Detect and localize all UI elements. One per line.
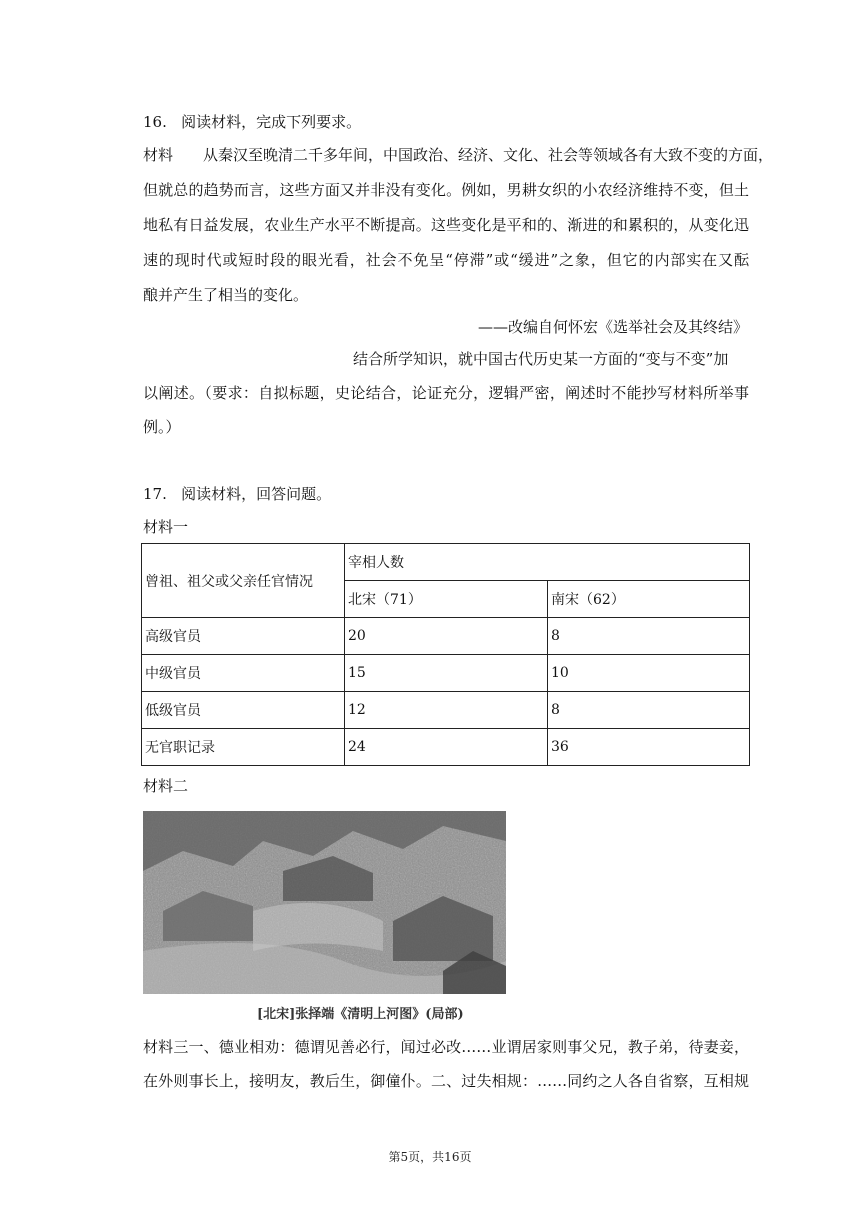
q16-task-line-3: 例。） <box>143 418 181 436</box>
material-three-line-1: 材料三一、德业相劝：德谓见善必行，闻过必改……业谓居家则事父兄，教子弟，待妻妾， <box>143 1038 749 1056</box>
cell-north-song: 24 <box>345 729 548 766</box>
cell-south-song: 10 <box>548 655 750 692</box>
painting-caption: [北宋]张择端《清明上河图》(局部) <box>257 1007 464 1022</box>
chancellor-table <box>141 543 750 766</box>
row-label: 无官职记录 <box>142 729 345 766</box>
group-header-cell: 宰相人数 <box>345 544 750 581</box>
material-one-label: 材料一 <box>143 518 189 536</box>
row-label: 低级官员 <box>142 692 345 729</box>
table-row <box>142 692 750 729</box>
q16-heading <box>143 112 361 132</box>
table-header-row <box>142 544 750 581</box>
q16-number: 16. <box>143 113 167 131</box>
row-label: 中级官员 <box>142 655 345 692</box>
material-two-label: 材料二 <box>143 777 189 795</box>
q16-material-line-3: 地私有日益发展，农业生产水平不断提高。这些变化是平和的、渐进的和累积的，从变化迅 <box>143 216 749 234</box>
q16-material-line-2: 但就总的趋势而言，这些方面又并非没有变化。例如，男耕女织的小农经济维持不变，但土 <box>143 181 749 199</box>
cell-north-song: 12 <box>345 692 548 729</box>
q16-material-line-4: 速的现时代或短时段的眼光看，社会不免呈“停滞”或“缓进”之象，但它的内部实在又酝 <box>143 251 749 269</box>
table-row <box>142 729 750 766</box>
col-header-south-song: 南宋（62） <box>548 581 750 618</box>
col-header-north-song: 北宋（71） <box>345 581 548 618</box>
page-number: 第5页，共16页 <box>388 1150 472 1164</box>
q17-number: 17. <box>143 485 167 503</box>
row-header-cell: 曾祖、祖父或父亲任官情况 <box>142 544 345 618</box>
cell-south-song: 8 <box>548 618 750 655</box>
q17-heading <box>143 484 331 504</box>
table-row <box>142 655 750 692</box>
q16-title: 阅读材料，完成下列要求。 <box>181 113 362 131</box>
q16-material-line-5: 酿并产生了相当的变化。 <box>143 286 309 304</box>
q16-task-line-2: 以阐述。（要求：自拟标题，史论结合，论证充分，逻辑严密，阐述时不能抄写材料所举事 <box>143 384 749 402</box>
q16-material-line-1: 材料 从秦汉至晚清二千多年间，中国政治、经济、文化、社会等领域各有大致不变的方面， <box>143 146 774 164</box>
table-row <box>142 618 750 655</box>
cell-south-song: 8 <box>548 692 750 729</box>
row-label: 高级官员 <box>142 618 345 655</box>
q16-task-line-1: 结合所学知识，就中国古代历史某一方面的“变与不变”加 <box>353 350 729 368</box>
material-three-line-2: 在外则事长上，接明友，教后生，御僮仆。二、过失相规：……同约之人各自省察，互相规 <box>143 1072 749 1090</box>
cell-north-song: 20 <box>345 618 548 655</box>
q16-source: ——改编自何怀宏《选举社会及其终结》 <box>477 318 748 336</box>
q17-title: 阅读材料，回答问题。 <box>181 485 332 503</box>
cell-north-song: 15 <box>345 655 548 692</box>
qingming-painting-image <box>143 811 506 994</box>
cell-south-song: 36 <box>548 729 750 766</box>
